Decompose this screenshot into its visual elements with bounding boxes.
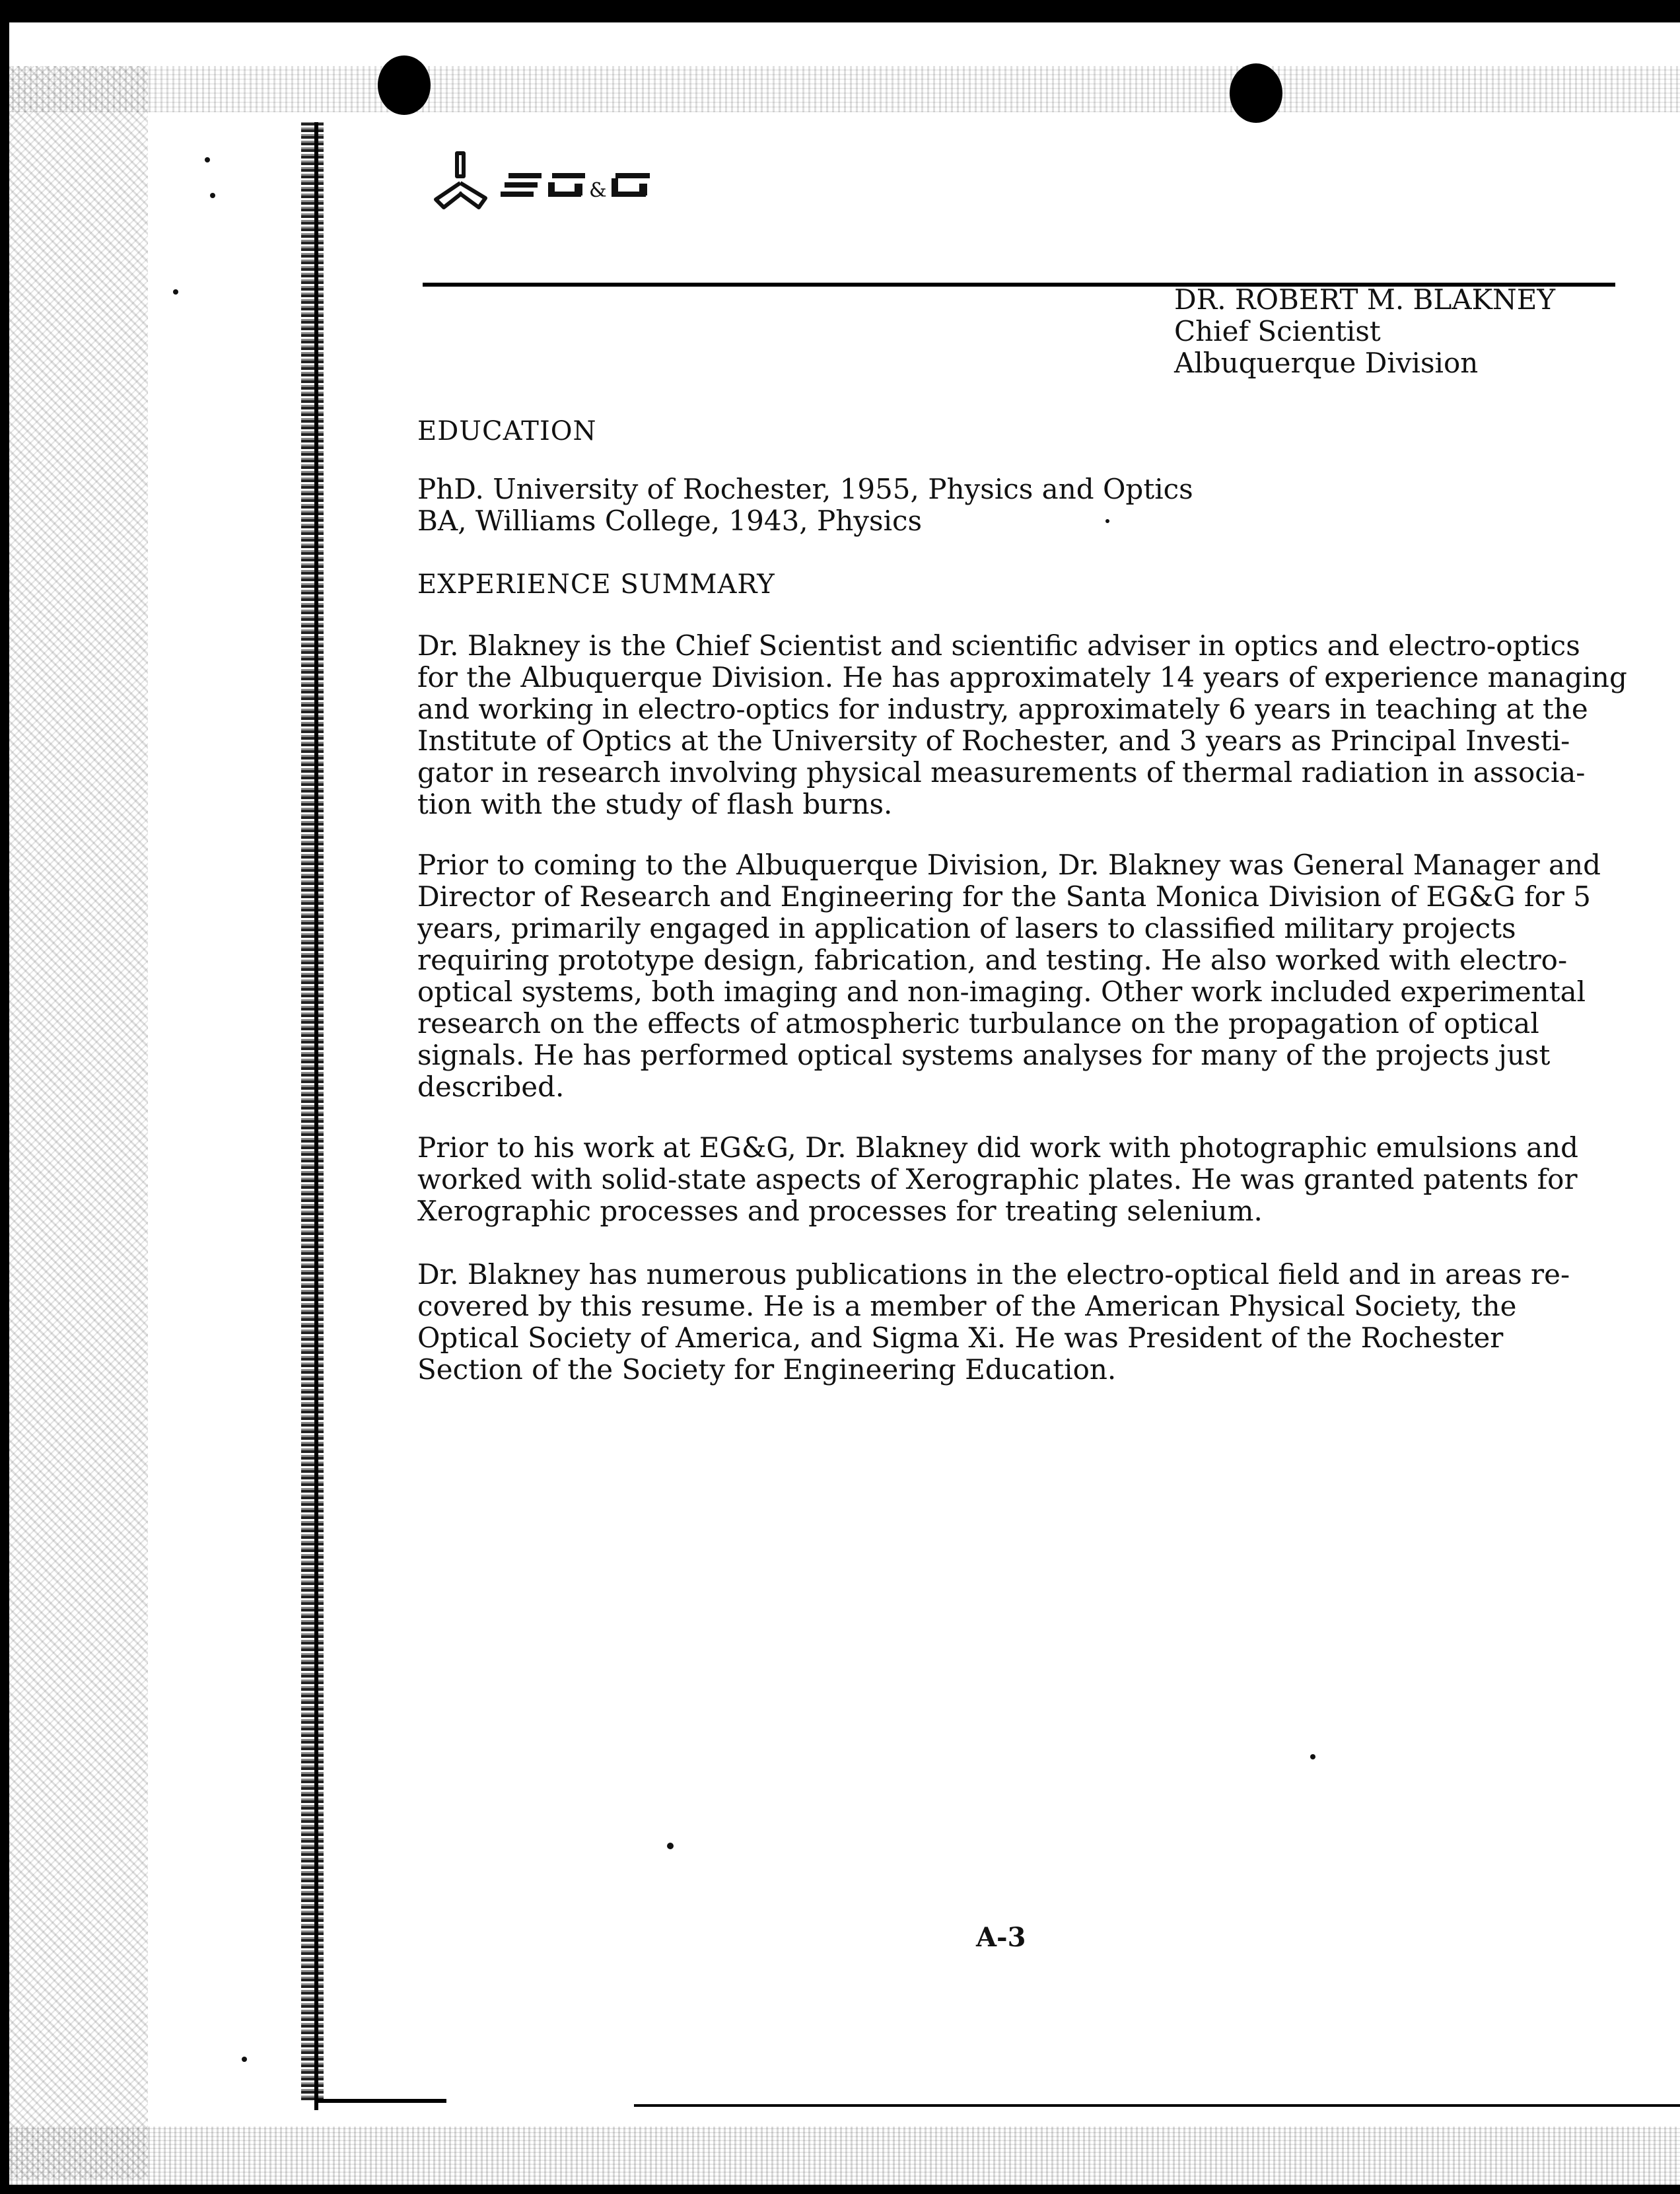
- scan-speck: [210, 193, 215, 198]
- paragraph-line: Dr. Blakney is the Chief Scientist and scientific adviser in optics and electro-optics: [417, 629, 1580, 662]
- svg-text:&: &: [589, 179, 607, 202]
- degree-phd: PhD. University of Rochester, 1955, Physics and Optics: [417, 473, 1193, 505]
- person-name: DR. ROBERT M. BLAKNEY: [1174, 283, 1556, 316]
- company-logo: [423, 147, 660, 219]
- person-block: [1174, 284, 1650, 379]
- experience-paragraph-3: [417, 1132, 1626, 1227]
- binding-edge: [301, 122, 324, 2100]
- experience-paragraph-4: [417, 1259, 1626, 1386]
- punch-hole-left: [378, 55, 431, 115]
- scan-speck: [205, 157, 210, 162]
- person-title: Chief Scientist: [1174, 315, 1381, 347]
- scan-speck: [667, 1843, 674, 1849]
- paragraph-line: requiring prototype design, fabrication, and testing. He also worked with electro-: [417, 944, 1568, 976]
- scan-noise-top: [0, 66, 1680, 112]
- eg-and-g-triskelion-logo-icon: [423, 147, 660, 219]
- scan-speck: [1310, 1754, 1315, 1759]
- paragraph-line: gator in research involving physical measurements of thermal radiation in associa-: [417, 756, 1586, 789]
- paragraph-line: Prior to his work at EG&G, Dr. Blakney did work with photographic emulsions and: [417, 1131, 1579, 1164]
- scan-top-border: [0, 0, 1680, 22]
- binding-line: [314, 122, 318, 2110]
- paragraph-line: Institute of Optics at the University of Rochester, and 3 years as Principal Investi-: [417, 725, 1570, 757]
- bottom-rule-right: [634, 2104, 1680, 2107]
- scan-speck: [1105, 519, 1109, 523]
- paragraph-line: for the Albuquerque Division. He has approximately 14 years of experience managing: [417, 661, 1627, 693]
- paragraph-line: Dr. Blakney has numerous publications in the electro-optical field and in areas re-: [417, 1258, 1570, 1291]
- scan-noise-bottom: [0, 2127, 1680, 2185]
- paragraph-line: Xerographic processes and processes for treating selenium.: [417, 1195, 1263, 1227]
- paragraph-line: covered by this resume. He is a member of the American Physical Society, the: [417, 1290, 1517, 1322]
- paragraph-line: and working in electro-optics for industry, approximately 6 years in teaching at the: [417, 693, 1588, 725]
- experience-paragraph-2: [417, 849, 1626, 1103]
- punch-hole-right: [1230, 63, 1282, 123]
- scan-speck: [173, 289, 178, 295]
- experience-heading: EXPERIENCE SUMMARY: [417, 569, 775, 600]
- paragraph-line: tion with the study of flash burns.: [417, 788, 893, 820]
- paragraph-line: described.: [417, 1071, 565, 1103]
- paragraph-line: Optical Society of America, and Sigma Xi. He was President of the Rochester: [417, 1322, 1504, 1354]
- scan-left-border: [0, 0, 9, 2194]
- paragraph-line: years, primarily engaged in application of lasers to classified military projects: [417, 912, 1516, 944]
- scan-bottom-border: [0, 2185, 1680, 2194]
- paragraph-line: worked with solid-state aspects of Xerographic plates. He was granted patents for: [417, 1163, 1578, 1195]
- paragraph-line: signals. He has performed optical systems analyses for many of the projects just: [417, 1039, 1551, 1071]
- scan-noise-left: [9, 66, 148, 2179]
- paragraph-line: optical systems, both imaging and non-imaging. Other work included experimental: [417, 975, 1586, 1008]
- bottom-rule-left: [314, 2099, 446, 2103]
- person-division: Albuquerque Division: [1174, 347, 1479, 379]
- page-number: A-3: [976, 1922, 1026, 1953]
- degree-ba: BA, Williams College, 1943, Physics: [417, 505, 923, 537]
- paragraph-line: Prior to coming to the Albuquerque Division, Dr. Blakney was General Manager and: [417, 849, 1601, 881]
- scan-speck: [242, 2057, 247, 2062]
- paragraph-line: Section of the Society for Engineering Education.: [417, 1353, 1117, 1386]
- paragraph-line: research on the effects of atmospheric turbulance on the propagation of optical: [417, 1007, 1539, 1040]
- education-heading: EDUCATION: [417, 416, 597, 446]
- experience-paragraph-1: [417, 630, 1626, 820]
- paragraph-line: Director of Research and Engineering for the Santa Monica Division of EG&G for 5: [417, 880, 1591, 913]
